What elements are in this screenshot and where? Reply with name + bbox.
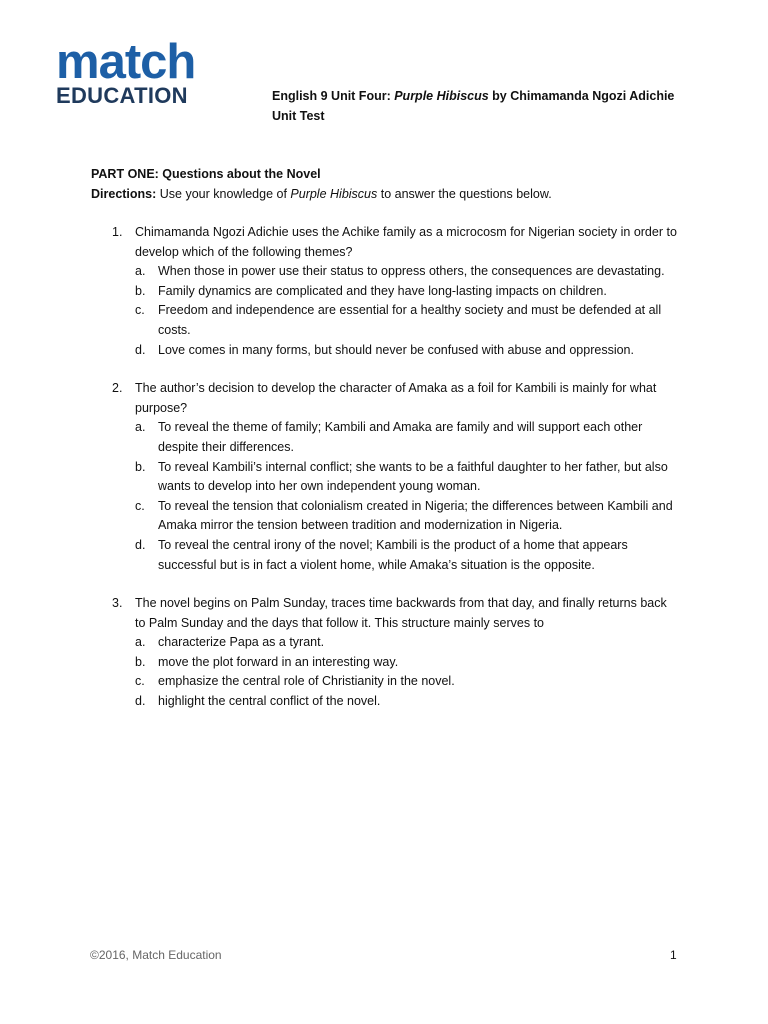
question-stem bbox=[112, 594, 680, 633]
match-education-logo bbox=[56, 35, 196, 108]
question-stem bbox=[112, 223, 680, 262]
answer-option bbox=[135, 418, 680, 457]
answer-option bbox=[135, 536, 680, 575]
question-text: Chimamanda Ngozi Adichie uses the Achike family as a microcosm for Nigerian society in order to develop which of the following themes? bbox=[135, 225, 677, 259]
option-text: To reveal Kambili’s internal conflict; she wants to be a faithful daughter to her father, but also wants to develop into her own independent young woman. bbox=[158, 459, 668, 494]
option-letter: c. bbox=[135, 303, 145, 318]
question-1 bbox=[112, 223, 680, 360]
footer-copyright: ©2016, Match Education bbox=[90, 948, 222, 962]
question-number: 2. bbox=[112, 381, 123, 396]
answer-option bbox=[135, 497, 680, 536]
answer-option bbox=[135, 458, 680, 497]
answer-option bbox=[135, 633, 680, 653]
answer-option bbox=[135, 262, 680, 282]
question-3 bbox=[112, 594, 680, 712]
option-letter: d. bbox=[135, 342, 146, 357]
document-title bbox=[272, 86, 674, 106]
answer-option bbox=[135, 282, 680, 302]
option-text: To reveal the tension that colonialism created in Nigeria; the differences between Kambili and Amaka mirror the tension between tradition and modernization in Nigeria. bbox=[158, 498, 673, 533]
option-letter: d. bbox=[135, 537, 146, 552]
option-letter: b. bbox=[135, 654, 146, 669]
option-text: To reveal the central irony of the novel; Kambili is the product of a home that appears successful but is in fact a violent home, while Amaka’s situation is the opposite. bbox=[158, 537, 628, 572]
title-book: Purple Hibiscus bbox=[394, 89, 489, 103]
document-header bbox=[272, 86, 674, 126]
option-letter: c. bbox=[135, 498, 145, 513]
option-text: move the plot forward in an interesting way. bbox=[158, 654, 399, 669]
option-text: highlight the central conflict of the novel. bbox=[158, 694, 381, 709]
question-stem bbox=[112, 379, 680, 418]
answer-option bbox=[135, 301, 680, 340]
question-list bbox=[112, 223, 680, 731]
question-text: The author’s decision to develop the character of Amaka as a foil for Kambili is mainly for what purpose? bbox=[135, 381, 657, 415]
answer-option bbox=[135, 653, 680, 673]
option-letter: c. bbox=[135, 674, 145, 689]
option-text: Freedom and independence are essential for a healthy society and must be defended at all costs. bbox=[158, 303, 662, 337]
option-text: emphasize the central role of Christianity in the novel. bbox=[158, 674, 455, 689]
title-suffix: by Chimamanda Ngozi Adichie bbox=[488, 89, 675, 103]
page-number: 1 bbox=[670, 948, 677, 962]
option-letter: a. bbox=[135, 264, 146, 279]
option-text: To reveal the theme of family; Kambili and Amaka are family and will support each other despite their differences. bbox=[158, 420, 643, 454]
option-letter: a. bbox=[135, 420, 146, 435]
option-letter: d. bbox=[135, 694, 146, 709]
option-text: When those in power use their status to oppress others, the consequences are devastating. bbox=[158, 264, 665, 279]
question-number: 3. bbox=[112, 596, 123, 611]
document-subtitle: Unit Test bbox=[272, 109, 325, 123]
question-2 bbox=[112, 379, 680, 575]
answer-option bbox=[135, 692, 680, 712]
logo-education-text: EDUCATION bbox=[56, 83, 188, 108]
logo-match-text: match bbox=[56, 35, 196, 89]
part-heading: PART ONE: Questions about the Novel bbox=[91, 167, 321, 181]
option-text: Family dynamics are complicated and they have long-lasting impacts on children. bbox=[158, 283, 607, 298]
option-letter: a. bbox=[135, 635, 146, 650]
directions-prefix: Use your knowledge of bbox=[156, 187, 291, 201]
answer-option bbox=[135, 341, 680, 361]
option-text: characterize Papa as a tyrant. bbox=[158, 635, 325, 650]
question-text: The novel begins on Palm Sunday, traces time backwards from that day, and finally returns back to Palm Sunday and the days that follow it. This structure mainly serves to bbox=[135, 596, 667, 630]
option-text: Love comes in many forms, but should never be confused with abuse and oppression. bbox=[158, 342, 634, 357]
option-letter: b. bbox=[135, 283, 146, 298]
question-number: 1. bbox=[112, 225, 123, 239]
directions-suffix: to answer the questions below. bbox=[377, 187, 552, 201]
answer-option bbox=[135, 672, 680, 692]
title-prefix: English 9 Unit Four: bbox=[272, 89, 395, 103]
part-intro bbox=[91, 164, 552, 204]
directions-label: Directions: bbox=[91, 187, 157, 201]
directions-book: Purple Hibiscus bbox=[290, 187, 378, 201]
option-letter: b. bbox=[135, 459, 146, 474]
directions bbox=[91, 184, 552, 204]
